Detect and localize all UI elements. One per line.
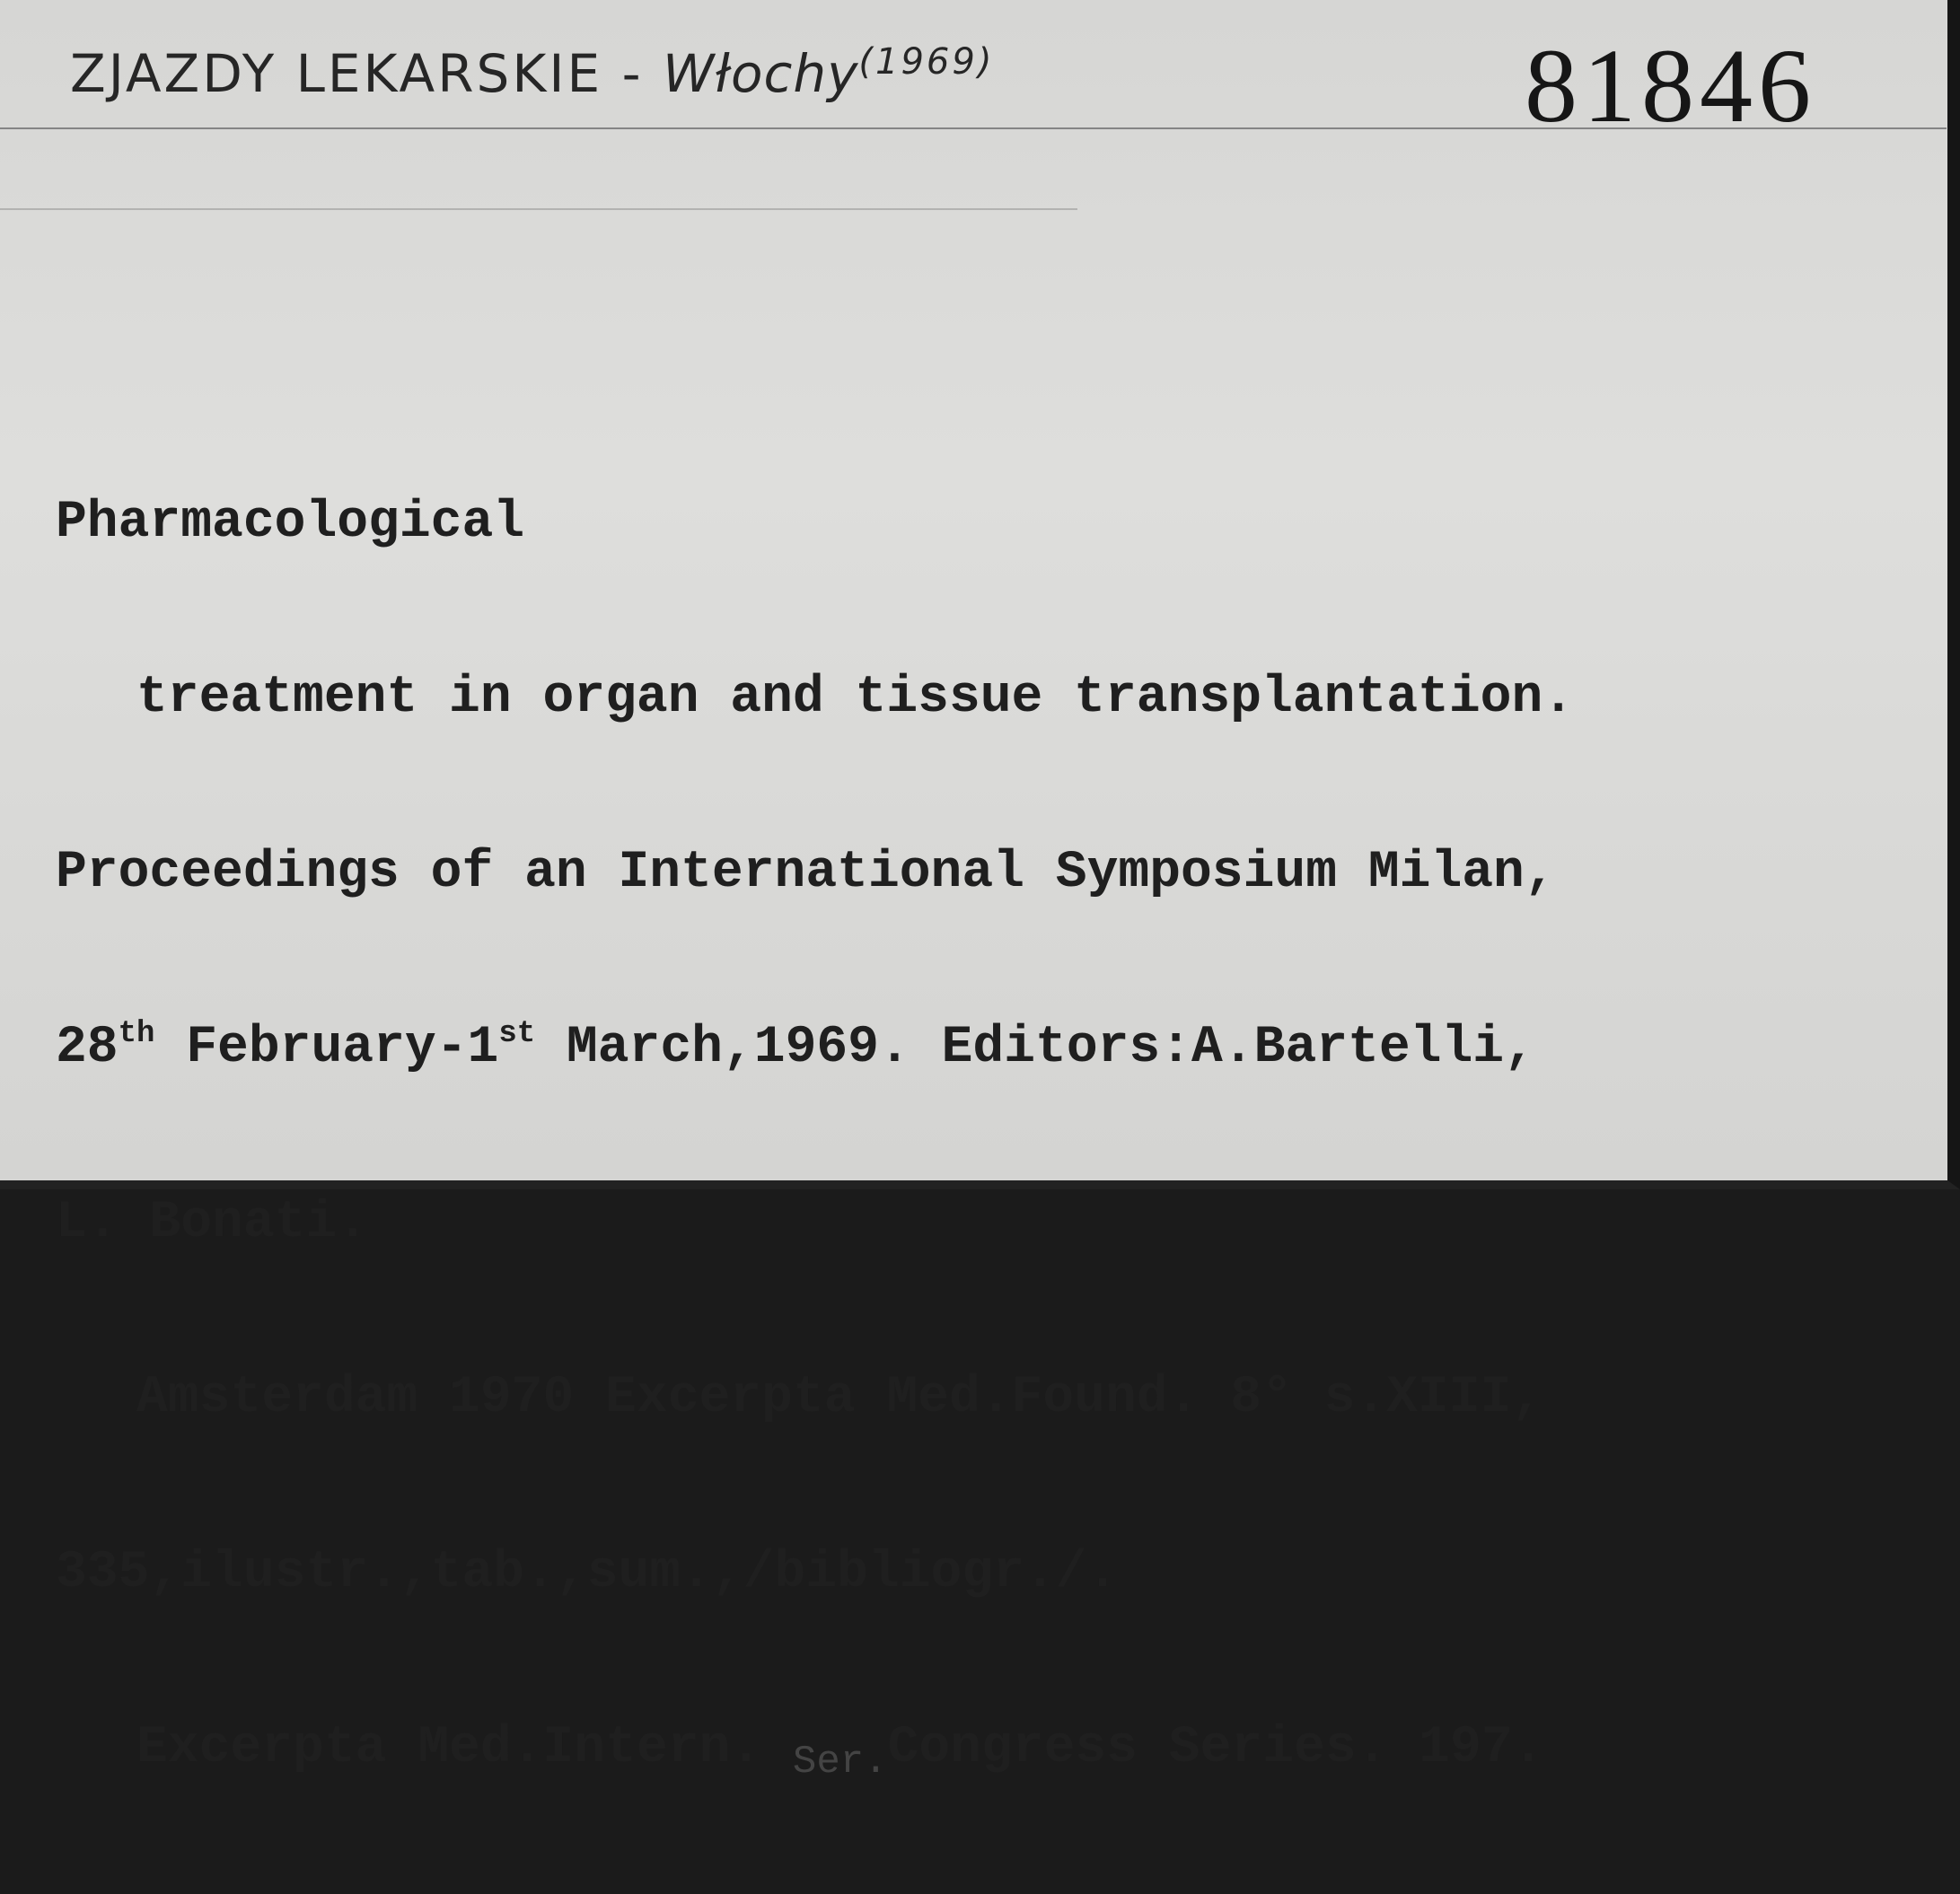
entry-text: Excerpta Med.Intern.	[136, 1719, 793, 1777]
entry-text: 28	[56, 1019, 119, 1077]
entry-line: L. Bonati.	[56, 1194, 369, 1252]
header-rule-lower	[0, 208, 1077, 210]
subject-heading-year: (1969)	[858, 41, 995, 83]
entry-line: Amsterdam 1970 Excerpta Med.Found. 8° s.XIII,	[136, 1369, 1543, 1427]
entry-text: March,1969. Editors:A.Bartelli,	[535, 1019, 1535, 1077]
entry-line	[56, 1719, 1574, 1784]
entry-series-mark: Ser.	[792, 1740, 888, 1784]
entry-line: Proceedings of an International Symposium Milan,	[56, 844, 1556, 902]
entry-line: 335,ilustr.,tab.,sum.,/bibliogr./.	[56, 1544, 1119, 1602]
call-number: 81846	[1525, 27, 1816, 145]
entry-text: February-1	[154, 1019, 499, 1077]
entry-line	[56, 1019, 1574, 1077]
entry-superscript: st	[498, 1017, 536, 1051]
subject-heading-text: ZJAZDY LEKARSKIE -	[70, 43, 663, 104]
entry-line: treatment in organ and tissue transplantation.	[136, 669, 1575, 727]
bibliographic-entry	[56, 377, 1574, 1894]
subject-heading	[70, 41, 994, 104]
entry-text: Congress Series. 197.	[887, 1719, 1544, 1777]
entry-superscript: th	[118, 1017, 155, 1051]
subject-heading-handwritten: Włochy	[662, 43, 859, 104]
entry-line: Pharmacological	[56, 494, 525, 552]
